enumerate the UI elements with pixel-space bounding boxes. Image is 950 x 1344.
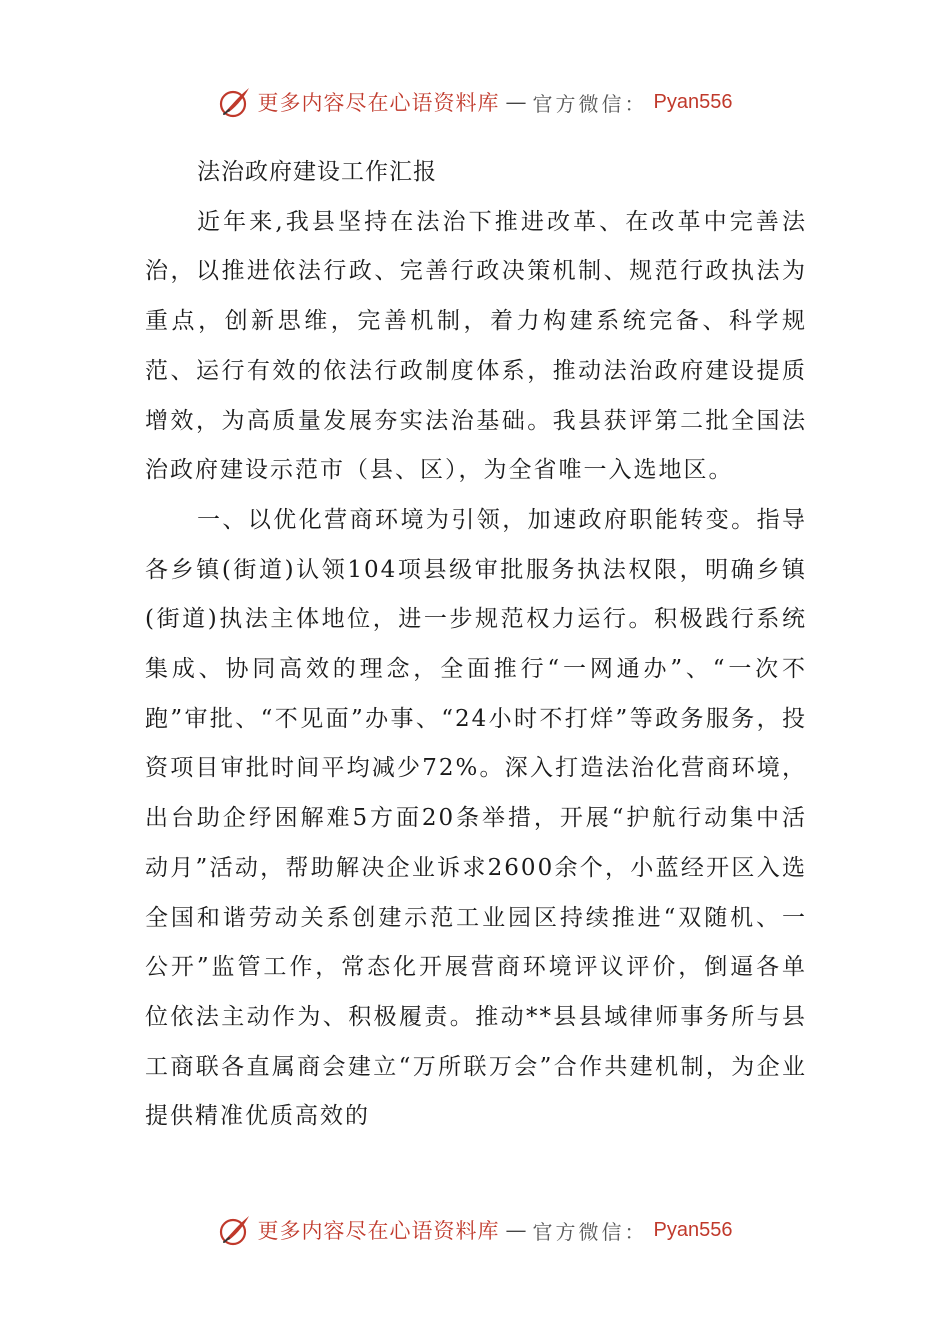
paragraph-intro: 近年来,我县坚持在法治下推进改革、在改革中完善法治，以推进依法行政、完善行政决策机制、规范行政执法为重点，创新思维，完善机制，着力构建系统完备、科学规范、运行有效的依法行政制度体系，推动法治政府建设提质增效，为高质量发展夯实法治基础。我县获评第二批全国法治政府建设示范市（县、区），为全省唯一入选地区。 — [145, 208, 807, 484]
watermark-header — [0, 82, 950, 122]
watermark-official-label: 官方微信： — [532, 91, 648, 116]
watermark-footer — [0, 1210, 950, 1250]
watermark-wechat-id: Pyan556 — [653, 1218, 733, 1241]
watermark-wechat-id: Pyan556 — [653, 90, 733, 113]
quill-seal-icon — [218, 85, 252, 119]
watermark-official-label: 官方微信： — [532, 1219, 648, 1244]
document-title: 法治政府建设工作汇报 — [197, 159, 437, 185]
document-body — [145, 148, 807, 1142]
watermark-brand-text: 更多内容尽在心语资料库 — [257, 1219, 500, 1243]
paragraph-section-1: 一、以优化营商环境为引领，加速政府职能转变。指导各乡镇(街道)认领104项县级审批服务执法权限，明确乡镇(街道)执法主体地位，进一步规范权力运行。积极践行系统集成、协同高效的理念，全面推行“一网通办”、“一次不跑”审批、“不见面”办事、“24小时不打烊”等政务服务，投资项目审批时间平均减少72%。深入打造法治化营商环境，出台助企纾困解难5方面20条举措，开展“护航行动集中活动月”活动，帮助解决企业诉求2600余个，小蓝经开区入选全国和谐劳动关系创建示范工业园区持续推进“双随机、一公开”监管工作，常态化开展营商环境评议评价，倒逼各单位依法主动作为、积极履责。推动**县县域律师事务所与县工商联各直属商会建立“万所联万会”合作共建机制，为企业提供精准优质高效的 — [145, 506, 807, 1130]
watermark-dash: — — [505, 90, 527, 114]
quill-seal-icon — [218, 1213, 252, 1247]
watermark-brand-text: 更多内容尽在心语资料库 — [257, 91, 500, 115]
watermark-dash: — — [505, 1218, 527, 1242]
